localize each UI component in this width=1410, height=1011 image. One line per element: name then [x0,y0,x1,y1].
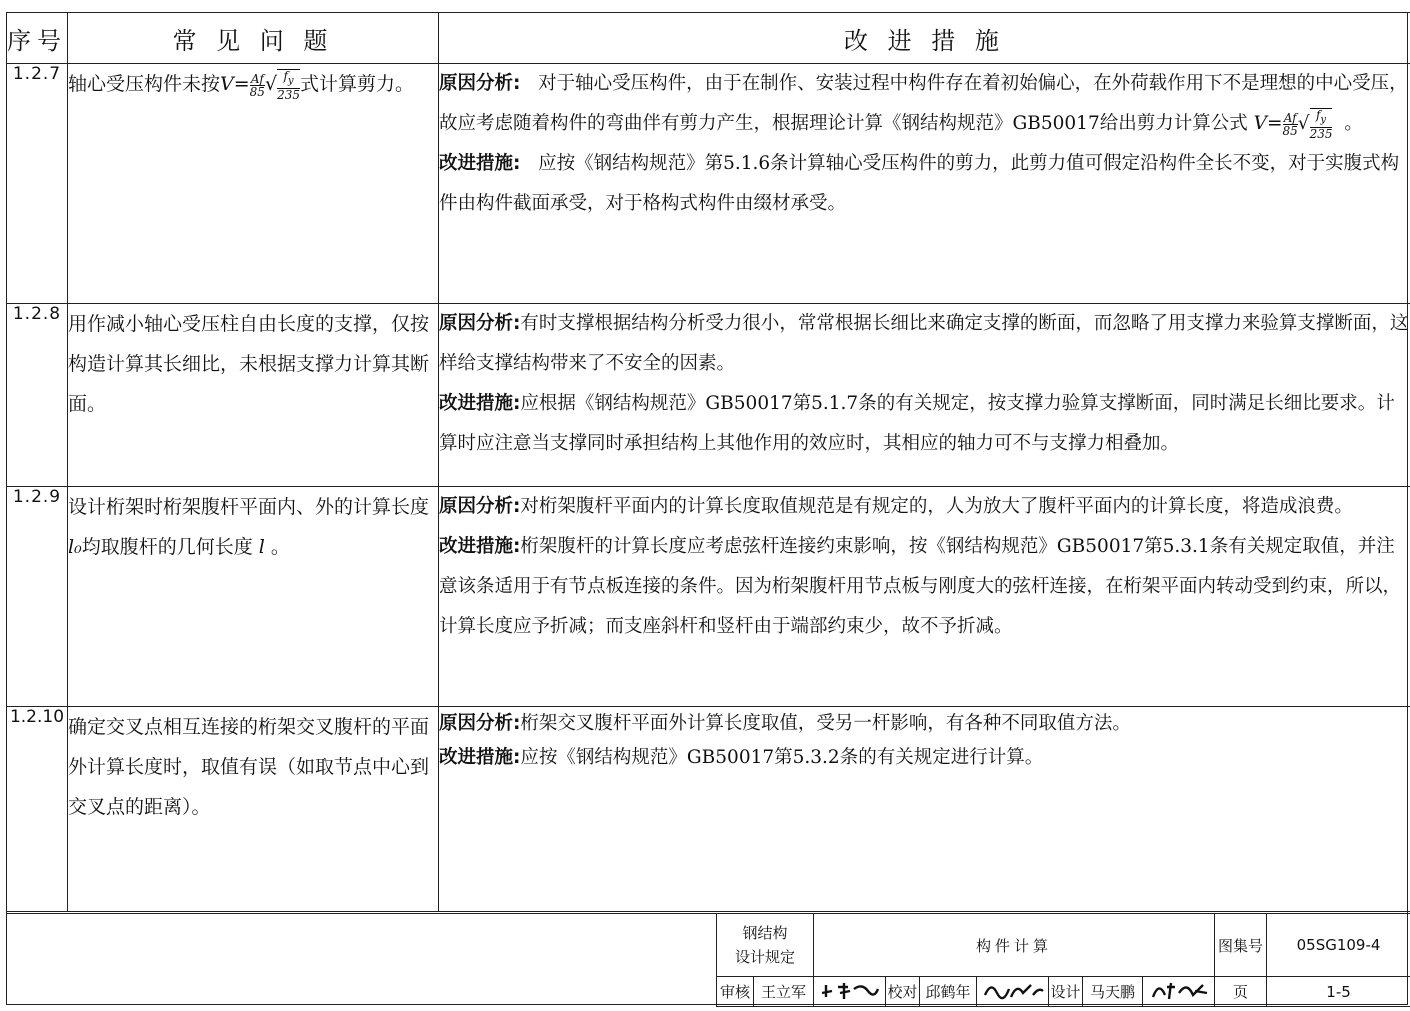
root-num: f [1315,108,1321,123]
row-no: 1.2.10 [7,707,68,912]
fix-text: 应按《钢结构规范》第5.1.6条计算轴心受压构件的剪力，此剪力值可假定沿构件全长不变，对于实腹式构件由构件截面承受，对于格构式构件由缀材承受。 [439,153,1400,214]
cause-text: 桁架交叉腹杆平面外计算长度取值，受另一杆影响，有各种不同取值方法。 [520,713,1131,734]
problem-var-l0: l₀ [68,536,82,558]
problem-text-2: 均取腹杆的几何长度 [81,536,253,558]
row-problem: 用作减小轴心受压柱自由长度的支撑，仅按构造计算其长细比，未根据支撑力计算其断面。 [68,304,439,487]
fix-paragraph [439,384,1410,464]
cause-end: 。 [1344,113,1363,134]
formula-fraction [1283,112,1298,137]
cause-text: 有时支撑根据结构分析受力很小，常常根据长细比来确定支撑的断面，而忽略了用支撑力来验算支撑断面，这样给支撑结构带来了不安全的因素。 [439,313,1409,374]
formula-fraction [250,73,265,98]
header-no: 序号 [7,13,68,64]
category-line-1: 钢结构 [742,924,788,942]
checker-name: 邱鹤年 [920,977,977,1007]
atlas-label: 图集号 [1215,914,1267,977]
row-no: 1.2.9 [7,487,68,707]
root-num: f [283,69,288,84]
row-problem: 确定交叉点相互连接的桁架交叉腹杆的平面外计算长度时，取值有误（如取节点中心到交叉点的距离）。 [68,707,439,912]
cause-label: 原因分析: [439,313,521,334]
cause-text: 对桁架腹杆平面内的计算长度取值规范是有规定的，人为放大了腹杆平面内的计算长度，将造成浪费。 [520,496,1353,517]
fix-label: 改进措施: [439,393,521,414]
header-problem: 常 见 问 题 [68,13,439,64]
cause-paragraph [439,707,1410,741]
row-no: 1.2.7 [7,64,68,304]
formula-root [1310,108,1333,139]
review-label: 审核 [717,977,754,1007]
table-row [7,304,1410,487]
fix-label: 改进措施: [439,747,521,768]
reviewer-signature [814,977,886,1007]
root-sub: y [1320,114,1327,126]
row-problem [68,64,439,304]
problem-text: 设计桁架时桁架腹杆平面内、外的计算长度 [68,496,430,518]
table-header-row [7,13,1410,64]
fix-paragraph [439,741,1410,775]
fix-text: 应根据《钢结构规范》GB50017第5.1.7条的有关规定，按支撑力验算支撑断面，同时满足长细比要求。计算时应注意当支撑同时承担结构上其他作用的效应时，其相应的轴力可不与支撑力相叠加。 [439,393,1395,454]
table-row [7,487,1410,707]
row-measure [439,304,1410,487]
row-measure [439,707,1410,912]
reviewer-name: 王立军 [754,977,814,1007]
problem-var-l: l [258,536,265,558]
row-problem [68,487,439,707]
problem-text: 轴心受压构件未按 [68,73,221,95]
cause-paragraph [439,487,1410,527]
header-measure: 改 进 措 施 [439,13,1410,64]
root-den: 235 [1309,126,1333,141]
row-measure [439,64,1410,304]
design-label: 设计 [1049,977,1083,1007]
atlas-number: 05SG109-4 [1267,914,1410,977]
fix-text: 应按《钢结构规范》GB50017第5.3.2条的有关规定进行计算。 [520,747,1044,768]
formula-den: 85 [1282,123,1298,138]
row-no: 1.2.8 [7,304,68,487]
fix-paragraph [439,527,1410,647]
formula-lhs: V= [1253,113,1283,134]
page-label: 页 [1215,977,1267,1007]
formula-root [277,69,300,100]
designer-signature-mark [1147,979,1211,1001]
category-line-2: 设计规定 [735,948,796,966]
page-number: 1-5 [1267,977,1410,1007]
checker-signature [977,977,1049,1007]
checker-signature-mark [981,979,1045,1001]
formula-den: 85 [249,84,265,99]
fix-label: 改进措施: [439,153,521,174]
table-row [7,64,1410,304]
cause-label: 原因分析: [439,73,521,94]
cause-label: 原因分析: [439,496,521,517]
designer-signature [1143,977,1215,1007]
problem-text-3: 。 [270,536,290,558]
cause-paragraph [439,304,1410,384]
title-block-category [717,914,814,977]
shear-formula: V= $\frac{Af}{85}√$ $\frac{f_y}{235}$ [220,69,300,102]
cause-paragraph [439,64,1410,144]
fix-text: 桁架腹杆的计算长度应考虑弦杆连接约束影响，按《钢结构规范》GB50017第5.3.1条有关规定取值，并注意该条适用于有节点板连接的条件。因为桁架腹杆用节点板与刚度大的弦杆连接，在桁架平面内转动受到约束，所以，计算长度应予折减；而支座斜杆和竖杆由于端部约束少，故不予折减。 [439,536,1402,637]
root-den: 235 [277,87,300,102]
cause-label: 原因分析: [439,713,521,734]
formula-num: Af [1283,110,1297,125]
reviewer-signature-mark [818,979,882,1001]
cause-text: 对于轴心受压构件，由于在制作、安装过程中构件存在着初始偏心，在外荷载作用下不是理想的中心受压，故应考虑随着构件的弯曲伴有剪力产生，根据理论计算《钢结构规范》GB50017给出剪力计算公式 [439,73,1408,134]
root-sub: y [287,75,294,87]
table-row [7,707,1410,912]
row-measure [439,487,1410,707]
title-block [716,913,1410,1007]
sheet-title: 构件计算 [814,914,1215,977]
formula-num: Af [250,71,264,86]
problem-text-end: 式计算剪力。 [299,73,414,95]
fix-label: 改进措施: [439,536,521,557]
check-label: 校对 [886,977,920,1007]
issues-table [6,12,1410,912]
shear-formula-2: V= $\frac{Af}{85}√$ $\frac{f_y}{235}$ [1253,108,1333,141]
designer-name: 马天鹏 [1083,977,1143,1007]
formula-lhs: V= [220,73,250,95]
fix-paragraph [439,144,1410,224]
